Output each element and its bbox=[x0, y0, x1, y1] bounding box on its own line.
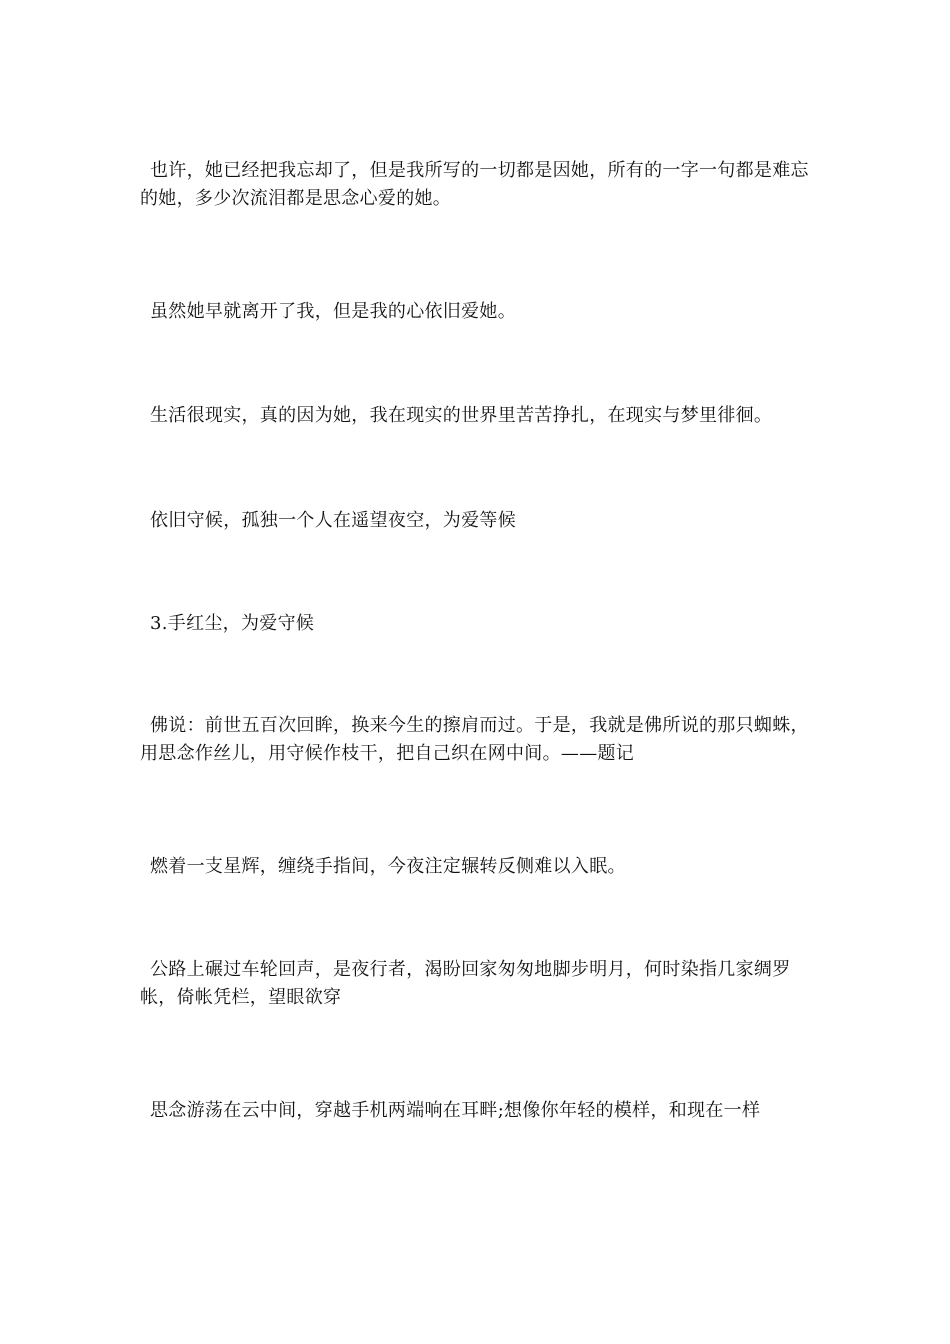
paragraph: 虽然她早就离开了我，但是我的心依旧爱她。 bbox=[150, 301, 516, 322]
paragraph: 公路上碾过车轮回声，是夜行者，渴盼回家匆匆地脚步明月，何时染指几家绸罗帐，倚帐凭栏，望眼欲穿 bbox=[140, 959, 791, 1008]
section-heading: 3.手红尘，为爱守候 bbox=[150, 613, 315, 634]
paragraph: 思念游荡在云中间，穿越手机两端响在耳畔;想像你年轻的模样，和现在一样 bbox=[150, 1100, 761, 1121]
paragraph: 佛说：前世五百次回眸，换来今生的擦肩而过。于是，我就是佛所说的那只蜘蛛，用思念作丝儿，用守候作枝干，把自己织在网中间。——题记 bbox=[140, 715, 809, 764]
paragraph: 依旧守候，孤独一个人在遥望夜空，为爱等候 bbox=[150, 510, 516, 531]
paragraph: 燃着一支星辉，缠绕手指间，今夜注定辗转反侧难以入眠。 bbox=[150, 856, 626, 877]
paragraph: 生活很现实，真的因为她，我在现实的世界里苦苦挣扎，在现实与梦里徘徊。 bbox=[150, 405, 773, 426]
paragraph: 也许，她已经把我忘却了，但是我所写的一切都是因她，所有的一字一句都是难忘的她，多少次流泪都是思念心爱的她。 bbox=[140, 160, 809, 209]
